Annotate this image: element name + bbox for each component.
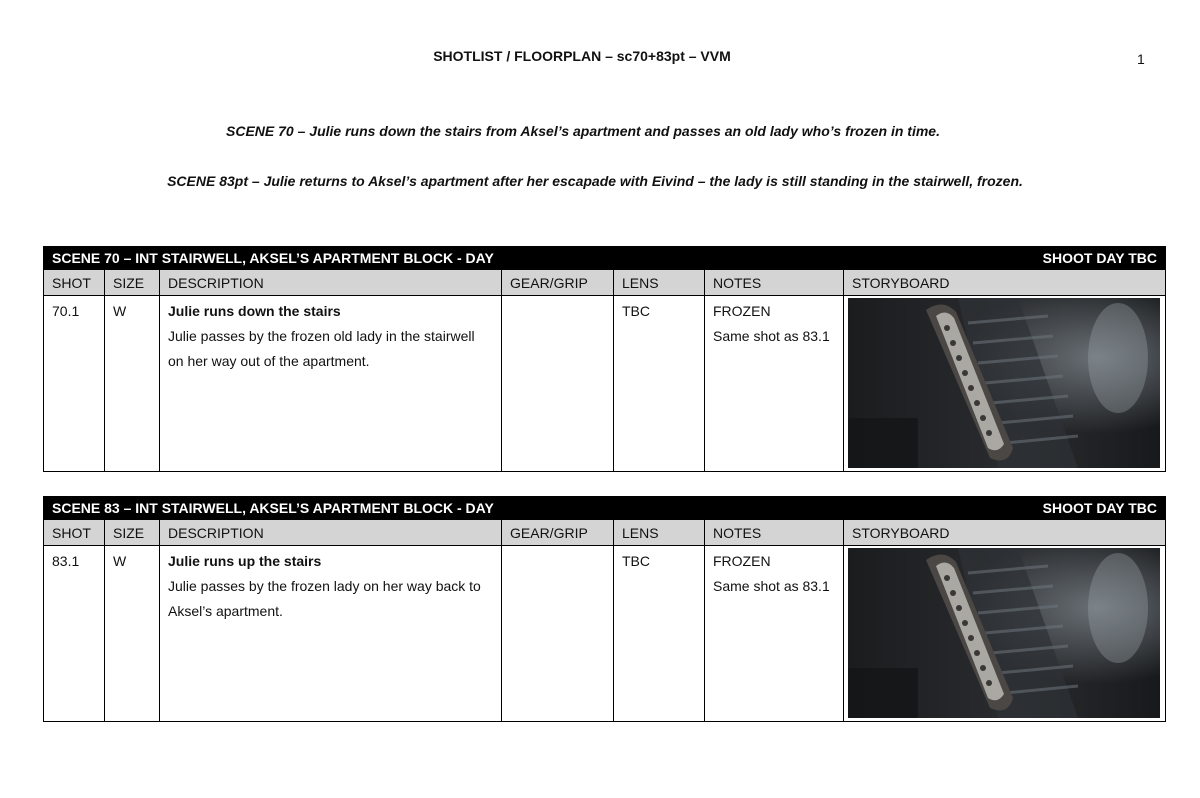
document-title: SHOTLIST / FLOORPLAN – sc70+83pt – VVM — [433, 48, 731, 64]
shot-description-cell — [160, 296, 502, 472]
column-header-gear: GEAR/GRIP — [502, 270, 614, 296]
shot-number: 83.1 — [52, 553, 80, 569]
scene-heading: SCENE 83 – INT STAIRWELL, AKSEL’S APARTMENT BLOCK - DAY — [44, 497, 705, 520]
shot-notes-detail: Same shot as 83.1 — [713, 328, 830, 344]
shot-row — [44, 546, 1166, 722]
shot-description-title: Julie runs up the stairs — [168, 553, 322, 569]
shot-notes-cell — [705, 546, 844, 722]
shot-lens: TBC — [622, 303, 650, 319]
page-number: 1 — [1137, 51, 1145, 67]
shot-row — [44, 296, 1166, 472]
shot-description-line: Julie passes by the frozen lady on her way back to — [168, 578, 481, 594]
shot-size: W — [113, 303, 127, 319]
column-header-shot: SHOT — [44, 520, 105, 546]
storyboard-cell — [844, 296, 1166, 472]
column-header-description: DESCRIPTION — [160, 520, 502, 546]
scene-70-summary: SCENE 70 – Julie runs down the stairs from Aksel’s apartment and passes an old lady who’s frozen in time. — [226, 123, 940, 139]
shot-gear-cell — [502, 296, 614, 472]
scene-83-summary: SCENE 83pt – Julie returns to Aksel’s apartment after her escapade with Eivind – the lady is still standing in the stairwell, frozen. — [167, 173, 1023, 189]
shot-description-cell — [160, 546, 502, 722]
shot-size-cell — [105, 296, 160, 472]
scene-header-row — [44, 247, 1166, 270]
shot-description-line: on her way out of the apartment. — [168, 353, 370, 369]
column-header-storyboard: STORYBOARD — [844, 270, 1166, 296]
shot-number-cell — [44, 546, 105, 722]
column-header-description: DESCRIPTION — [160, 270, 502, 296]
column-header-lens: LENS — [614, 270, 705, 296]
shot-notes-cell — [705, 296, 844, 472]
scene-header-row — [44, 497, 1166, 520]
shot-description-line: Julie passes by the frozen old lady in the stairwell — [168, 328, 475, 344]
storyboard-image — [848, 548, 1160, 718]
column-header-shot: SHOT — [44, 270, 105, 296]
shot-lens: TBC — [622, 553, 650, 569]
storyboard-cell — [844, 546, 1166, 722]
shot-gear — [502, 296, 613, 299]
shot-description-title: Julie runs down the stairs — [168, 303, 341, 319]
shot-number: 70.1 — [52, 303, 80, 319]
column-header-notes: NOTES — [705, 520, 844, 546]
column-header-size: SIZE — [105, 520, 160, 546]
column-header-row — [44, 270, 1166, 296]
column-header-size: SIZE — [105, 270, 160, 296]
shot-size-cell — [105, 546, 160, 722]
shoot-day-label: SHOOT DAY TBC — [705, 247, 1166, 270]
shot-notes-title: FROZEN — [713, 303, 771, 319]
scene-83-shot-table — [43, 496, 1166, 722]
shot-notes-detail: Same shot as 83.1 — [713, 578, 830, 594]
scene-70-shot-table — [43, 246, 1166, 472]
shot-gear — [502, 546, 613, 549]
column-header-notes: NOTES — [705, 270, 844, 296]
shot-number-cell — [44, 296, 105, 472]
column-header-storyboard: STORYBOARD — [844, 520, 1166, 546]
column-header-row — [44, 520, 1166, 546]
shot-lens-cell — [614, 546, 705, 722]
shot-size: W — [113, 553, 127, 569]
column-header-lens: LENS — [614, 520, 705, 546]
shot-gear-cell — [502, 546, 614, 722]
column-header-gear: GEAR/GRIP — [502, 520, 614, 546]
shot-lens-cell — [614, 296, 705, 472]
storyboard-image — [848, 298, 1160, 468]
shot-description-line: Aksel’s apartment. — [168, 603, 283, 619]
shoot-day-label: SHOOT DAY TBC — [705, 497, 1166, 520]
shot-notes-title: FROZEN — [713, 553, 771, 569]
scene-heading: SCENE 70 – INT STAIRWELL, AKSEL’S APARTMENT BLOCK - DAY — [44, 247, 705, 270]
